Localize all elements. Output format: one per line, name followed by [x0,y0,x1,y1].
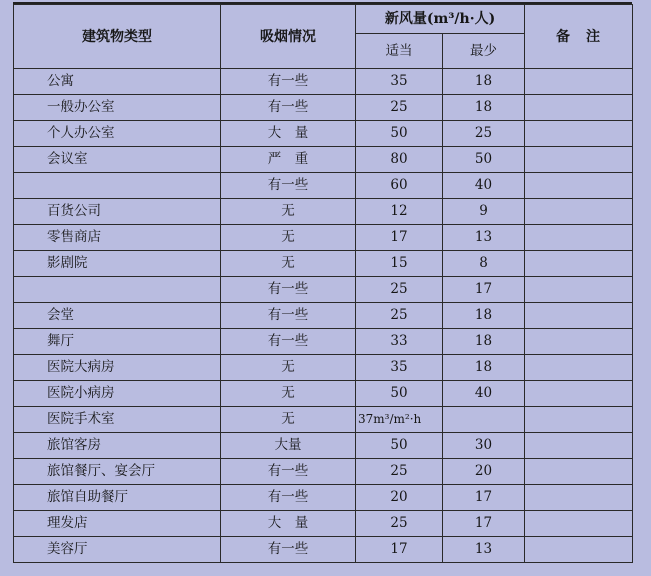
cell-smoking: 无 [221,355,356,381]
cell-smoking: 有一些 [221,277,356,303]
table-row [14,251,633,277]
cell-remarks [525,121,633,147]
cell-remarks [525,147,633,173]
cell-smoking: 无 [221,251,356,277]
cell-minimum: 40 [443,173,525,199]
cell-smoking: 有一些 [221,537,356,563]
cell-appropriate: 20 [356,485,443,511]
cell-minimum: 18 [443,355,525,381]
table-row [14,95,633,121]
cell-smoking: 无 [221,407,356,433]
cell-minimum: 18 [443,329,525,355]
table-row [14,433,633,459]
cell-appropriate: 25 [356,459,443,485]
cell-minimum: 9 [443,199,525,225]
table-row [14,199,633,225]
table-row [14,511,633,537]
fresh-air-table [13,4,633,563]
table-row [14,69,633,95]
cell-smoking: 无 [221,381,356,407]
cell-minimum: 13 [443,225,525,251]
cell-remarks [525,173,633,199]
cell-minimum: 25 [443,121,525,147]
cell-appropriate: 25 [356,277,443,303]
cell-building-type: 医院大病房 [14,355,221,381]
cell-remarks [525,277,633,303]
cell-remarks [525,485,633,511]
cell-remarks [525,537,633,563]
table-row [14,303,633,329]
cell-building-type: 百货公司 [14,199,221,225]
cell-smoking: 有一些 [221,69,356,95]
cell-building-type: 旅馆客房 [14,433,221,459]
cell-minimum: 18 [443,69,525,95]
table-body [14,69,633,563]
cell-smoking: 有一些 [221,485,356,511]
header-minimum: 最少 [443,34,525,69]
cell-remarks [525,95,633,121]
cell-minimum: 40 [443,381,525,407]
cell-building-type [14,173,221,199]
table-row [14,381,633,407]
cell-appropriate: 25 [356,511,443,537]
cell-appropriate: 25 [356,95,443,121]
cell-appropriate: 12 [356,199,443,225]
table-row [14,173,633,199]
cell-building-type: 旅馆餐厅、宴会厅 [14,459,221,485]
cell-building-type: 医院小病房 [14,381,221,407]
table-row [14,277,633,303]
table-row [14,147,633,173]
cell-appropriate: 15 [356,251,443,277]
cell-appropriate: 17 [356,537,443,563]
cell-remarks [525,251,633,277]
cell-smoking: 无 [221,199,356,225]
cell-remarks [525,459,633,485]
cell-minimum: 17 [443,485,525,511]
header-fresh-air: 新风量(m³/h·人) [356,5,525,34]
cell-smoking: 有一些 [221,459,356,485]
cell-remarks [525,69,633,95]
cell-smoking: 有一些 [221,95,356,121]
cell-minimum: 30 [443,433,525,459]
cell-building-type [14,277,221,303]
cell-smoking: 无 [221,225,356,251]
table-row [14,225,633,251]
cell-remarks [525,407,633,433]
table-row [14,121,633,147]
cell-appropriate: 50 [356,433,443,459]
cell-building-type: 零售商店 [14,225,221,251]
cell-building-type: 美容厅 [14,537,221,563]
cell-minimum: 20 [443,459,525,485]
table-row [14,459,633,485]
cell-smoking: 大 量 [221,511,356,537]
cell-minimum: 50 [443,147,525,173]
cell-smoking: 大 量 [221,121,356,147]
cell-appropriate: 35 [356,355,443,381]
cell-appropriate: 60 [356,173,443,199]
cell-minimum: 18 [443,95,525,121]
table-row [14,485,633,511]
cell-appropriate: 50 [356,381,443,407]
cell-remarks [525,355,633,381]
cell-building-type: 理发店 [14,511,221,537]
cell-building-type: 旅馆自助餐厅 [14,485,221,511]
cell-appropriate: 25 [356,303,443,329]
cell-minimum: 13 [443,537,525,563]
header-remarks: 备 注 [525,5,633,69]
cell-appropriate: 50 [356,121,443,147]
cell-building-type: 会议室 [14,147,221,173]
table-row [14,537,633,563]
cell-smoking: 大量 [221,433,356,459]
cell-appropriate: 35 [356,69,443,95]
cell-appropriate: 33 [356,329,443,355]
cell-minimum: 18 [443,303,525,329]
cell-appropriate: 17 [356,225,443,251]
header-appropriate: 适当 [356,34,443,69]
cell-remarks [525,511,633,537]
cell-smoking: 有一些 [221,329,356,355]
cell-building-type: 一般办公室 [14,95,221,121]
table-row [14,329,633,355]
cell-minimum: 17 [443,511,525,537]
cell-appropriate: 37m³/m²·h [356,407,443,433]
header-building-type: 建筑物类型 [14,5,221,69]
cell-minimum [443,407,525,433]
cell-smoking: 严 重 [221,147,356,173]
cell-building-type: 医院手术室 [14,407,221,433]
header-row [14,5,633,34]
cell-building-type: 影剧院 [14,251,221,277]
cell-building-type: 个人办公室 [14,121,221,147]
table-row [14,407,633,433]
cell-building-type: 公寓 [14,69,221,95]
cell-building-type: 会堂 [14,303,221,329]
cell-smoking: 有一些 [221,173,356,199]
cell-remarks [525,225,633,251]
header-smoking: 吸烟情况 [221,5,356,69]
cell-remarks [525,199,633,225]
cell-building-type: 舞厅 [14,329,221,355]
cell-remarks [525,329,633,355]
table-row [14,355,633,381]
cell-remarks [525,303,633,329]
cell-remarks [525,433,633,459]
cell-minimum: 8 [443,251,525,277]
cell-smoking: 有一些 [221,303,356,329]
cell-remarks [525,381,633,407]
cell-minimum: 17 [443,277,525,303]
cell-appropriate: 80 [356,147,443,173]
